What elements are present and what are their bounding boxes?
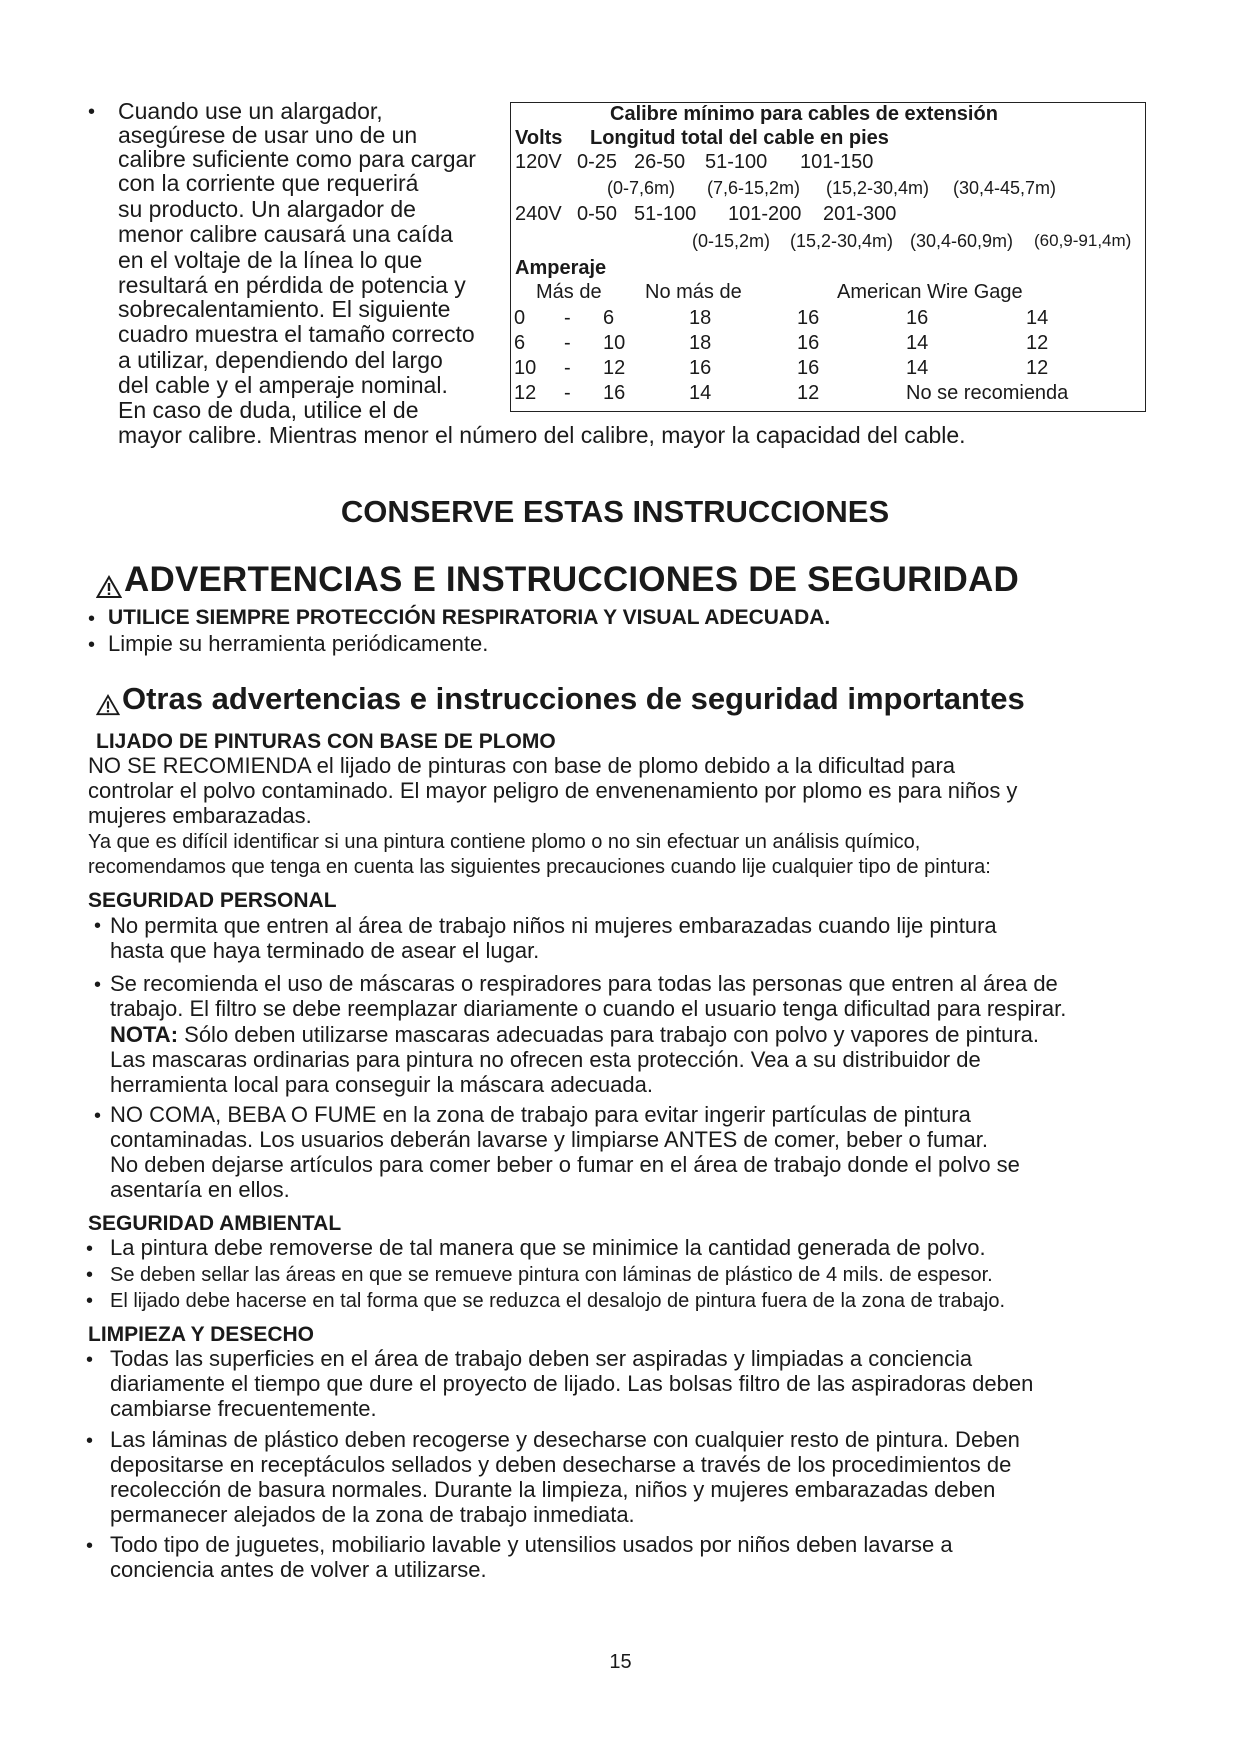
intro-line: asegúrese de usar uno de un: [118, 122, 418, 148]
bullet: •: [86, 1535, 94, 1557]
table-title: Calibre mínimo para cables de extensión: [610, 103, 998, 125]
bullet: •: [94, 974, 102, 996]
nota-label: NOTA:: [110, 1022, 179, 1047]
gauge-value: 14: [689, 382, 712, 404]
amp-dash: -: [564, 307, 571, 329]
gauge-value: 14: [1026, 307, 1049, 329]
v240-metric: (60,9-91,4m): [1034, 231, 1132, 250]
bullet: •: [88, 634, 96, 656]
gauge-value: 16: [906, 307, 929, 329]
v240-metric: (30,4-60,9m): [910, 231, 1014, 251]
nota-line: herramienta local para conseguir la máscara adecuada.: [110, 1072, 653, 1097]
intro-line: Cuando use un alargador,: [118, 98, 383, 124]
personal-b2-line: trabajo. El filtro se debe reemplazar diariamente o cuando el usuario tenga dificultad para respirar.: [110, 996, 1067, 1021]
intro-bullet: •: [88, 101, 96, 123]
limpieza-b3-line: conciencia antes de volver a utilizarse.: [110, 1557, 487, 1582]
ambiental-item: El lijado debe hacerse en tal forma que se reduzca el desalojo de pintura fuera de la zona de trabajo.: [110, 1290, 1006, 1312]
v120-metric: (7,6-15,2m): [707, 178, 801, 198]
lijado-p1-line: NO SE RECOMIENDA el lijado de pinturas con base de plomo debido a la dificultad para: [88, 753, 956, 778]
conserve-heading: CONSERVE ESTAS INSTRUCCIONES: [340, 494, 890, 529]
amp-from: 0: [514, 307, 526, 329]
bullet: •: [86, 1290, 94, 1312]
v120-range: 26-50: [634, 151, 686, 173]
limpieza-b1-line: diariamente el tiempo que dure el proyecto de lijado. Las bolsas filtro de las aspiradoras deben: [110, 1371, 1034, 1396]
limpieza-b2-line: recolección de basura normales. Durante la limpieza, niños y mujeres embarazadas deben: [110, 1477, 996, 1502]
nota-text: Sólo deben utilizarse mascaras adecuadas para trabajo con polvo y vapores de pintura.: [178, 1022, 1039, 1047]
amperaje-label: Amperaje: [515, 257, 607, 279]
amp-to: 10: [603, 332, 626, 354]
personal-b1-line: No permita que entren al área de trabajo niños ni mujeres embarazadas cuando lije pintura: [110, 913, 997, 938]
amp-dash: -: [564, 332, 571, 354]
personal-b2-line: Se recomienda el uso de máscaras o respiradores para todas las personas que entren al área de: [110, 971, 1058, 996]
otras-title-text: Otras advertencias e instrucciones de seguridad importantes: [122, 681, 1025, 716]
volts-label: Volts: [515, 127, 563, 149]
amp-to: 6: [603, 307, 615, 329]
bullet: •: [88, 608, 96, 630]
advertencias-title: [96, 560, 1019, 600]
v240-label: 240V: [515, 203, 562, 225]
ambiental-item: Se deben sellar las áreas en que se remueve pintura con láminas de plástico de 4 mils. de espesor.: [110, 1264, 993, 1286]
gauge-value: No se recomienda: [906, 382, 1069, 404]
personal-b1-line: hasta que haya terminado de asear el lugar.: [110, 938, 540, 963]
v120-range: 101-150: [800, 151, 874, 173]
nota-line: [110, 1023, 1039, 1048]
v240-metric: (0-15,2m): [692, 231, 771, 251]
v240-range: 0-50: [577, 203, 618, 225]
gauge-value: 16: [797, 357, 820, 379]
lijado-p2-line: recomendamos que tenga en cuenta las siguientes precauciones cuando lije cualquier tipo de pintura:: [88, 856, 991, 878]
ambiental-item: La pintura debe removerse de tal manera que se minimice la cantidad generada de polvo.: [110, 1235, 986, 1260]
v240-metric: (15,2-30,4m): [790, 231, 894, 251]
amp-from: 12: [514, 382, 537, 404]
gauge-value: 12: [797, 382, 820, 404]
intro-line: cuadro muestra el tamaño correcto: [118, 321, 475, 347]
adv-item-clean: Limpie su herramienta periódicamente.: [108, 631, 489, 656]
limpieza-b2-line: Las láminas de plástico deben recogerse y desecharse con cualquier resto de pintura. Deben: [110, 1427, 1020, 1452]
lijado-p1-line: mujeres embarazadas.: [88, 803, 312, 828]
gauge-value: 12: [1026, 332, 1049, 354]
limpieza-b2-line: permanecer alejados de la zona de trabajo inmediata.: [110, 1502, 635, 1527]
v120-range: 51-100: [705, 151, 768, 173]
bullet: •: [86, 1349, 94, 1371]
gauge-value: 18: [689, 307, 712, 329]
lijado-p2-line: Ya que es difícil identificar si una pintura contiene plomo o no sin efectuar un análisis químico,: [88, 831, 921, 853]
v240-range: 101-200: [728, 203, 802, 225]
gauge-value: 16: [797, 307, 820, 329]
v120-metric: (0-7,6m): [607, 178, 676, 198]
page-number: 15: [609, 1651, 632, 1673]
limpieza-heading: LIMPIEZA Y DESECHO: [88, 1323, 314, 1346]
v240-range: 51-100: [634, 203, 697, 225]
v120-label: 120V: [515, 151, 562, 173]
bullet: •: [86, 1238, 94, 1260]
v120-range: 0-25: [577, 151, 618, 173]
personal-b3-line: No deben dejarse artículos para comer beber o fumar en el área de trabajo donde el polvo se: [110, 1152, 1020, 1177]
gauge-value: 14: [906, 332, 929, 354]
amp-from: 10: [514, 357, 537, 379]
intro-line: su producto. Un alargador de: [118, 196, 416, 222]
intro-line: mayor calibre. Mientras menor el número del calibre, mayor la capacidad del cable.: [118, 422, 966, 448]
limpieza-b3-line: Todo tipo de juguetes, mobiliario lavable y utensilios usados por niños deben lavarse a: [110, 1532, 953, 1557]
no-mas-de-label: No más de: [645, 281, 742, 303]
v240-range: 201-300: [823, 203, 897, 225]
amp-from: 6: [514, 332, 526, 354]
amp-to: 12: [603, 357, 626, 379]
v120-metric: (30,4-45,7m): [953, 178, 1057, 198]
amp-dash: -: [564, 382, 571, 404]
adv-item-respiratory: UTILICE SIEMPRE PROTECCIÓN RESPIRATORIA Y VISUAL ADECUADA.: [108, 606, 831, 629]
ambiental-heading: SEGURIDAD AMBIENTAL: [88, 1212, 342, 1235]
personal-b3-line: NO COMA, BEBA O FUME en la zona de trabajo para evitar ingerir partículas de pintura: [110, 1102, 971, 1127]
gauge-value: 16: [689, 357, 712, 379]
personal-heading: SEGURIDAD PERSONAL: [88, 889, 337, 912]
warning-icon: [96, 694, 120, 716]
length-label: Longitud total del cable en pies: [590, 127, 889, 149]
limpieza-b2-line: depositarse en receptáculos sellados y deben desecharse a través de los procedimientos de: [110, 1452, 1012, 1477]
v120-metric: (15,2-30,4m): [826, 178, 930, 198]
lijado-p1-line: controlar el polvo contaminado. El mayor peligro de envenenamiento por plomo es para niños y: [88, 778, 1018, 803]
gauge-value: 16: [797, 332, 820, 354]
bullet: •: [86, 1430, 94, 1452]
amp-to: 16: [603, 382, 626, 404]
personal-b3-line: contaminadas. Los usuarios deberán lavarse y limpiarse ANTES de comer, beber o fumar.: [110, 1127, 989, 1152]
mas-de-label: Más de: [536, 281, 602, 303]
bullet: •: [94, 915, 102, 937]
gauge-value: 18: [689, 332, 712, 354]
nota-line: Las mascaras ordinarias para pintura no ofrecen esta protección. Vea a su distribuidor de: [110, 1047, 981, 1072]
personal-b3-line: asentaría en ellos.: [110, 1177, 290, 1202]
warning-icon: [96, 575, 122, 599]
intro-line: menor calibre causará una caída: [118, 221, 453, 247]
intro-line: en el voltaje de la línea lo que: [118, 247, 423, 273]
intro-line: a utilizar, dependiendo del largo: [118, 347, 443, 373]
intro-line: En caso de duda, utilice el de: [118, 397, 419, 423]
advertencias-title-text: ADVERTENCIAS E INSTRUCCIONES DE SEGURIDAD: [124, 560, 1019, 599]
bullet: •: [94, 1105, 102, 1127]
bullet: •: [86, 1264, 94, 1286]
intro-line: resultará en pérdida de potencia y: [118, 272, 466, 298]
amp-dash: -: [564, 357, 571, 379]
gauge-value: 12: [1026, 357, 1049, 379]
intro-line: del cable y el amperaje nominal.: [118, 372, 448, 398]
gauge-value: 14: [906, 357, 929, 379]
lijado-heading: LIJADO DE PINTURAS CON BASE DE PLOMO: [96, 730, 556, 753]
limpieza-b1-line: cambiarse frecuentemente.: [110, 1396, 377, 1421]
limpieza-b1-line: Todas las superficies en el área de trabajo deben ser aspiradas y limpiadas a conciencia: [110, 1346, 973, 1371]
intro-line: con la corriente que requerirá: [118, 170, 419, 196]
otras-title: [96, 681, 1025, 717]
intro-line: calibre suficiente como para cargar: [118, 146, 476, 172]
intro-line: sobrecalentamiento. El siguiente: [118, 296, 451, 322]
awg-label: American Wire Gage: [837, 281, 1023, 303]
